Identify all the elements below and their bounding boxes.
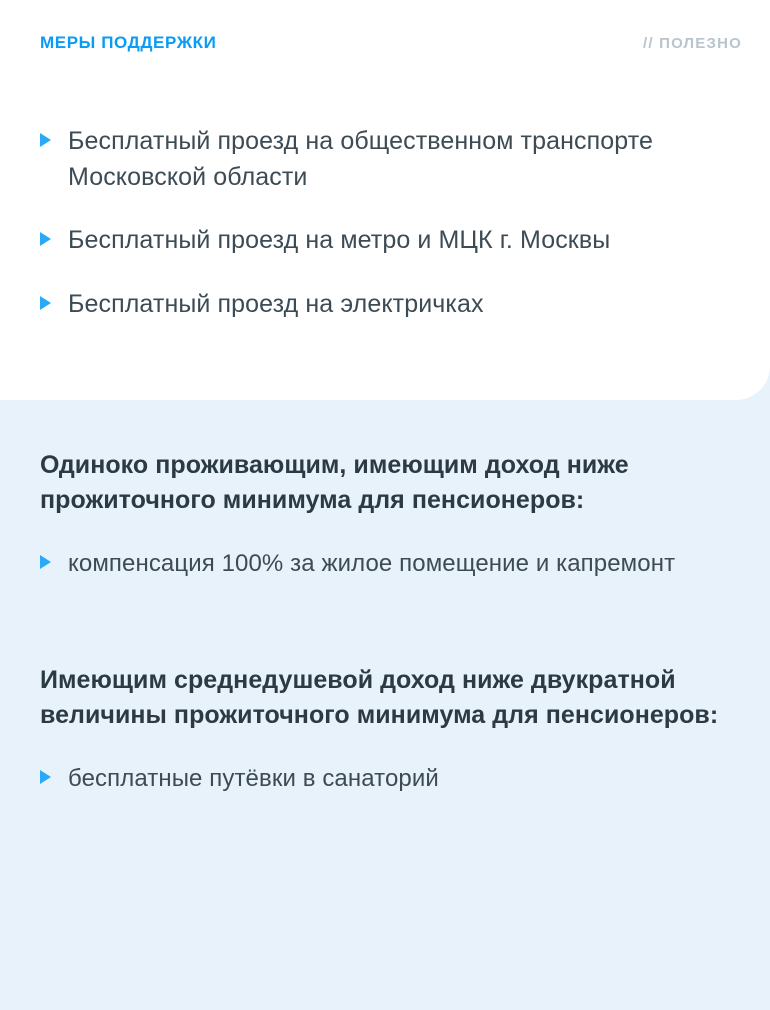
list-item xyxy=(40,762,742,796)
section-bullet-list xyxy=(40,547,742,581)
list-item xyxy=(40,223,740,259)
list-item-label: компенсация 100% за жилое помещение и капремонт xyxy=(68,550,676,577)
lower-section xyxy=(0,400,770,814)
section-single-living xyxy=(0,400,770,581)
page-title: МЕРЫ ПОДДЕРЖКИ xyxy=(40,33,217,52)
top-white-card xyxy=(0,0,770,400)
header-tag: // ПОЛЕЗНО xyxy=(642,35,742,52)
list-item-label: Бесплатный проезд на общественном транспорте Московской области xyxy=(68,127,653,191)
list-item-label: Бесплатный проезд на метро и МЦК г. Москвы xyxy=(68,226,611,254)
card-header xyxy=(40,33,742,53)
list-item-label: Бесплатный проезд на электричках xyxy=(68,289,484,318)
section-low-income xyxy=(0,599,770,796)
list-item xyxy=(40,287,740,323)
section-title: Имеющим среднедушевой доход ниже двукратной величины прожиточного минимума для пенсионеров: xyxy=(40,666,719,729)
triangle-bullet-icon xyxy=(40,133,51,147)
section-title: Одиноко проживающим, имеющим доход ниже прожиточного минимума для пенсионеров: xyxy=(40,451,629,514)
triangle-bullet-icon xyxy=(40,770,51,784)
list-item xyxy=(40,124,740,195)
triangle-bullet-icon xyxy=(40,555,51,569)
list-item-label: бесплатные путёвки в санаторий xyxy=(68,765,439,793)
section-bullet-list xyxy=(40,762,742,796)
transport-benefits-list xyxy=(40,124,740,350)
list-item xyxy=(40,547,742,581)
triangle-bullet-icon xyxy=(40,232,51,246)
triangle-bullet-icon xyxy=(40,296,51,310)
